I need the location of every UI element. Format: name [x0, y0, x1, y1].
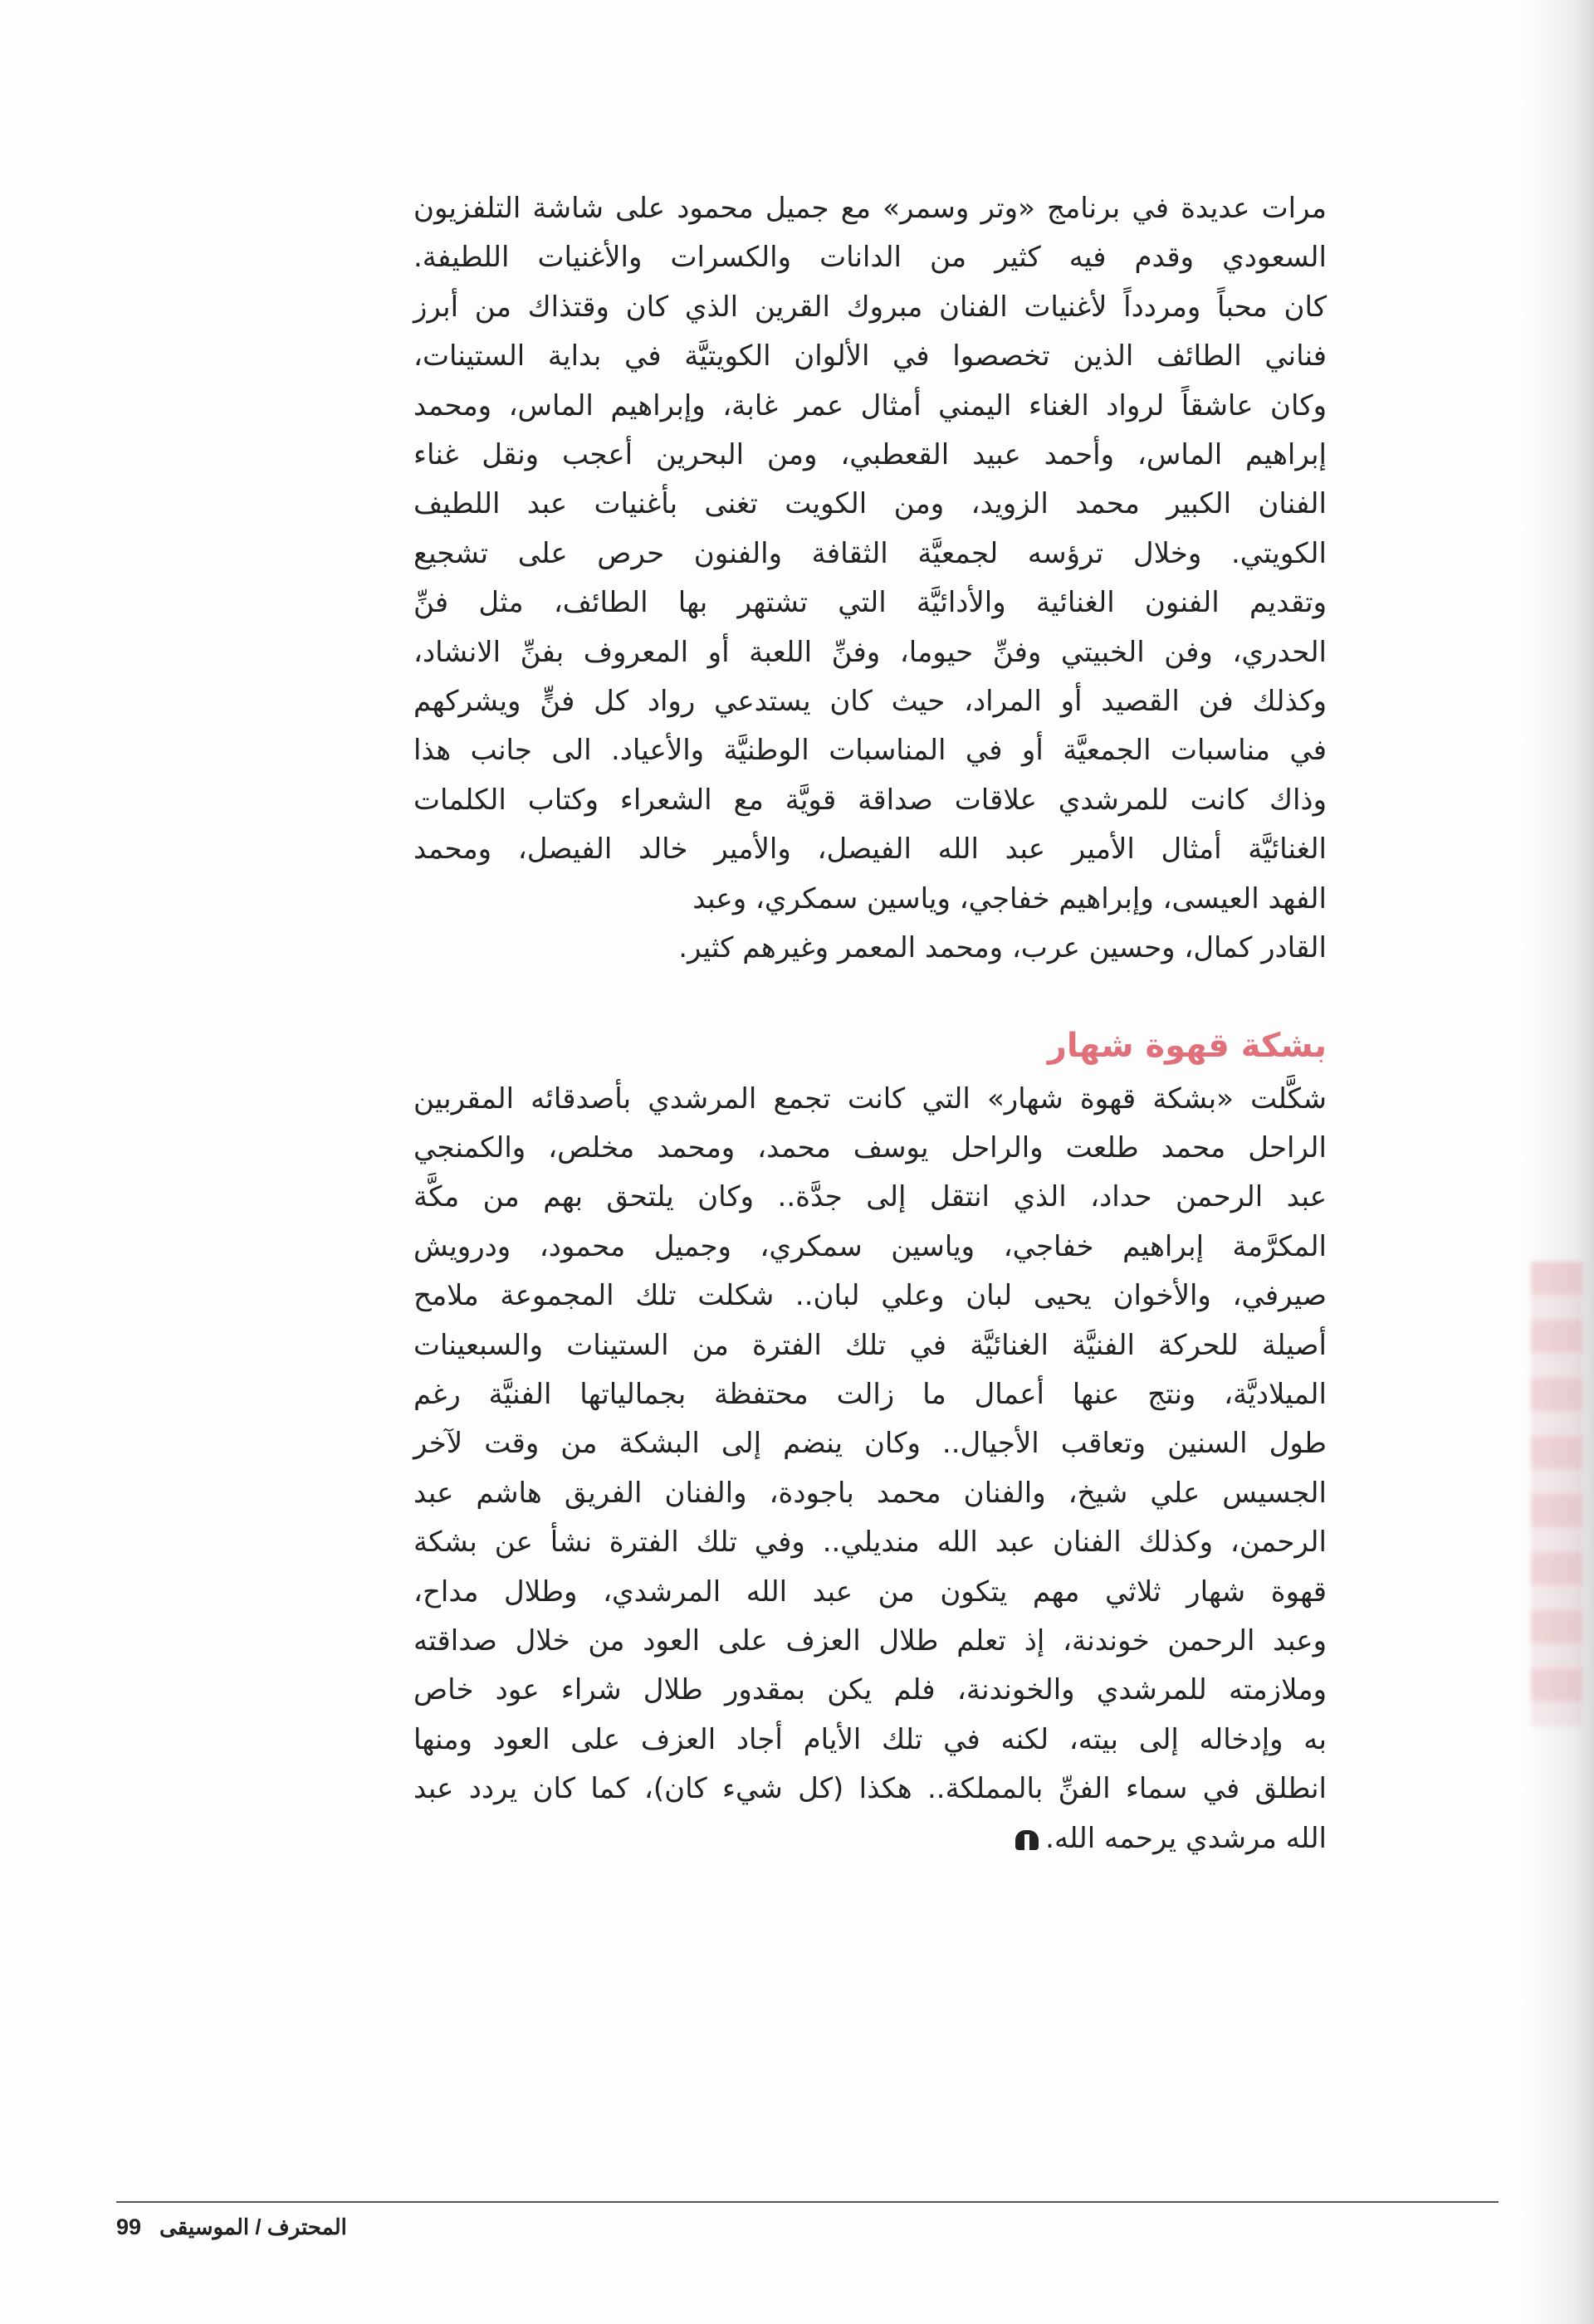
- text-line: الفنان الكبير محمد الزويد، ومن الكويت تغنى بأغنيات عبد اللطيف: [413, 487, 1327, 521]
- text-line: المكرَّمة إبراهيم خفاجي، وياسين سمكري، وجميل محمود، ودرويش: [413, 1229, 1327, 1263]
- text-line: شكَّلت «بشكة قهوة شهار» التي كانت تجمع المرشدي بأصدقائه المقربين: [413, 1081, 1327, 1116]
- text-line: وملازمته للمرشدي والخوندنة، فلم يكن بمقدور طلال شراء عود خاص: [413, 1673, 1327, 1707]
- text-line: السعودي وقدم فيه كثير من الدانات والكسرات والأغنيات اللطيفة.: [413, 241, 1327, 275]
- page-edge-shadow: [1524, 0, 1594, 2324]
- text-line: الحدري، وفن الخبيتي وفنِّ حيوما، وفنِّ اللعبة أو المعروف بفنِّ الانشاد،: [413, 635, 1327, 669]
- final-text-line: [413, 1814, 1327, 1863]
- text-line: الجسيس علي شيخ، والفنان محمد باجودة، والفنان الفريق هاشم عبد: [413, 1476, 1327, 1510]
- text-line: به وإدخاله إلى بيته، لكنه في تلك الأيام أجاد العزف على العود ومنها: [413, 1722, 1327, 1756]
- facing-page-bleed: [1531, 1262, 1582, 1726]
- text-line: الميلاديَّة، ونتج عنها أعمال ما زالت محتفظة بجمالياتها الفنيَّة رغم: [413, 1377, 1327, 1411]
- text-line: الله مرشدي يرحمه الله.: [1045, 1821, 1327, 1855]
- paragraph-1: [413, 184, 1327, 974]
- text-line: الغنائيَّة أمثال الأمير عبد الله الفيصل، والأمير خالد الفيصل، ومحمد: [413, 832, 1327, 867]
- running-head: المحترف / الموسيقى: [159, 2214, 347, 2239]
- text-line: القادر كمال، وحسين عرب، ومحمد المعمر وغيرهم كثير.: [678, 931, 1327, 965]
- text-line: كان محباً ومردداً لأغنيات الفنان مبروك القرين الذي كان وقتذاك من أبرز: [413, 290, 1327, 324]
- text-line: فناني الطائف الذين تخصصوا في الألوان الكويتيَّة في بداية الستينات،: [413, 339, 1327, 374]
- article-column: [413, 184, 1327, 1863]
- text-line: صيرفي، والأخوان يحيى لبان وعلي لبان.. شكلت تلك المجموعة ملامح: [413, 1279, 1327, 1313]
- text-line: الفهد العيسى، وإبراهيم خفاجي، وياسين سمكري، وعبد: [692, 881, 1327, 915]
- text-line: في مناسبات الجمعيَّة أو في المناسبات الوطنيَّة والأعياد. الى جانب هذا: [413, 734, 1327, 768]
- text-line: انطلق في سماء الفنِّ بالمملكة.. هكذا (كل شيء كان)، كما كان يردد عبد: [413, 1772, 1327, 1806]
- text-line: قهوة شهار ثلاثي مهم يتكون من عبد الله المرشدي، وطلال مداح،: [413, 1575, 1327, 1609]
- text-line: عبد الرحمن حداد، الذي انتقل إلى جدَّة.. وكان يلتحق بهم من مكَّة: [413, 1180, 1327, 1214]
- text-line: أصيلة للحركة الفنيَّة الغنائيَّة في تلك الفترة من الستينات والسبعينات: [413, 1328, 1327, 1362]
- text-line: وكان عاشقاً لرواد الغناء اليمني أمثال عمر غابة، وإبراهيم الماس، ومحمد: [413, 388, 1327, 422]
- text-line: وكذلك فن القصيد أو المراد، حيث كان يستدعي رواد كل فنٍّ ويشركهم: [413, 685, 1327, 719]
- page-footer: [116, 2214, 347, 2240]
- text-line: إبراهيم الماس، وأحمد عبيد القعطبي، ومن البحرين أعجب ونقل غناء: [413, 438, 1327, 472]
- text-line: وعبد الرحمن خوندنة، إذ تعلم طلال العزف على العود من خلال صداقته: [413, 1623, 1327, 1658]
- text-line: طول السنين وتعاقب الأجيال.. وكان ينضم إلى البشكة من وقت لآخر: [413, 1427, 1327, 1461]
- text-line: وتقديم الفنون الغنائية والأدائيَّة التي تشتهر بها الطائف، مثل فنِّ: [413, 586, 1327, 620]
- text-line: الرحمن، وكذلك الفنان عبد الله منديلي.. وفي تلك الفترة نشأ عن بشكة: [413, 1526, 1327, 1560]
- end-mark-icon: [1015, 1830, 1039, 1850]
- text-line: مرات عديدة في برنامج «وتر وسمر» مع جميل محمود على شاشة التلفزيون: [413, 192, 1327, 225]
- text-line: الكويتي. وخلال ترؤسه لجمعيَّة الثقافة والفنون حرص على تشجيع: [413, 536, 1327, 570]
- text-line: وذاك كانت للمرشدي علاقات صداقة قويَّة مع الشعراء وكتاب الكلمات: [413, 783, 1327, 817]
- section-heading: بشكة قهوة شهار: [1047, 1026, 1327, 1065]
- footer-divider: [116, 2201, 1499, 2203]
- text-line: الراحل محمد طلعت والراحل يوسف محمد، ومحمد مخلص، والكمنجي: [413, 1130, 1327, 1164]
- paragraph-2: [413, 1075, 1327, 1864]
- page-number: 99: [116, 2214, 142, 2239]
